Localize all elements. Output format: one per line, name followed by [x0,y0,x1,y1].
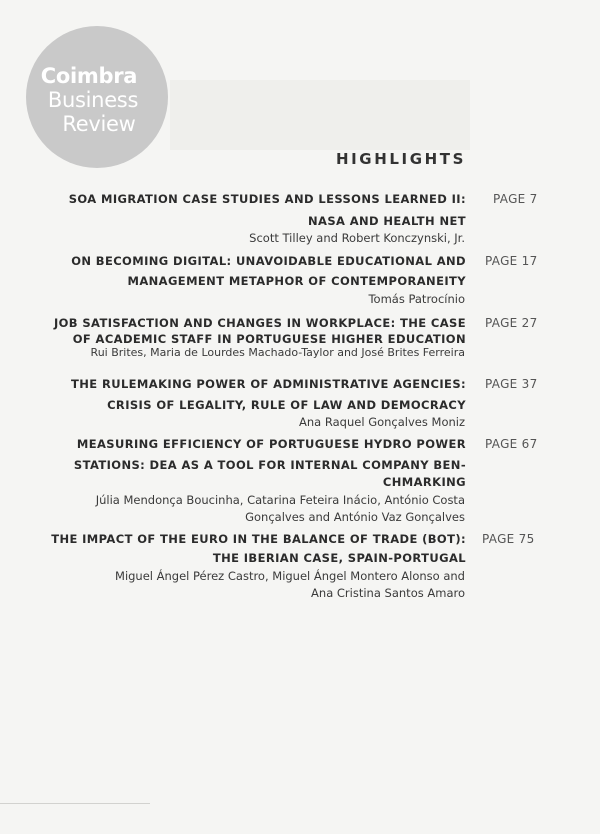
article-title-line: THE IMPACT OF THE EURO IN THE BALANCE OF TRADE (BOT): [51,532,466,546]
article-authors: Miguel Ángel Pérez Castro, Miguel Ángel Montero Alonso and [115,569,465,583]
article-authors: Júlia Mendonça Boucinha, Catarina Feteira Inácio, António Costa [95,493,465,507]
article-page-number: PAGE 37 [485,377,538,391]
journal-logo [26,26,168,168]
article-page-number: PAGE 75 [482,532,535,546]
article-title-line: THE RULEMAKING POWER OF ADMINISTRATIVE AGENCIES: [71,377,466,391]
article-title-line: NASA AND HEALTH NET [308,214,466,228]
bleed-through-area [170,80,470,150]
article-page-number: PAGE 7 [493,192,538,206]
article-title-line: OF ACADEMIC STAFF IN PORTUGUESE HIGHER EDUCATION [72,332,466,346]
article-title-line: THE IBERIAN CASE, SPAIN-PORTUGAL [212,551,466,565]
article-title-line: SOA MIGRATION CASE STUDIES AND LESSONS LEARNED II: [68,192,466,206]
article-page-number: PAGE 27 [485,316,538,330]
article-title-line: JOB SATISFACTION AND CHANGES IN WORKPLACE: THE CASE [53,316,466,330]
article-page-number: PAGE 67 [485,437,538,451]
section-heading: HIGHLIGHTS [335,150,466,168]
logo-text-line-1: Coimbra [40,64,138,88]
logo-text-line-2: Business [47,88,139,112]
logo-text-line-3: Review [62,112,136,136]
article-authors: Ana Cristina Santos Amaro [311,586,465,600]
article-title-line: MANAGEMENT METAPHOR OF CONTEMPORANEITY [127,274,466,288]
article-title-line: STATIONS: DEA AS A TOOL FOR INTERNAL COMPANY BEN- [73,458,466,472]
article-authors: Scott Tilley and Robert Konczynski, Jr. [249,231,465,245]
article-title-line: CHMARKING [382,475,466,489]
article-page-number: PAGE 17 [485,254,538,268]
bottom-rule [0,803,150,804]
article-title-line: ON BECOMING DIGITAL: UNAVOIDABLE EDUCATIONAL AND [71,254,466,268]
article-authors: Ana Raquel Gonçalves Moniz [299,415,465,429]
article-title-line: MEASURING EFFICIENCY OF PORTUGUESE HYDRO POWER [76,437,466,451]
article-title-line: CRISIS OF LEGALITY, RULE OF LAW AND DEMOCRACY [107,398,466,412]
article-authors: Rui Brites, Maria de Lourdes Machado-Taylor and José Brites Ferreira [90,346,465,359]
article-authors: Tomás Patrocínio [368,292,465,306]
article-authors: Gonçalves and António Vaz Gonçalves [245,510,465,524]
